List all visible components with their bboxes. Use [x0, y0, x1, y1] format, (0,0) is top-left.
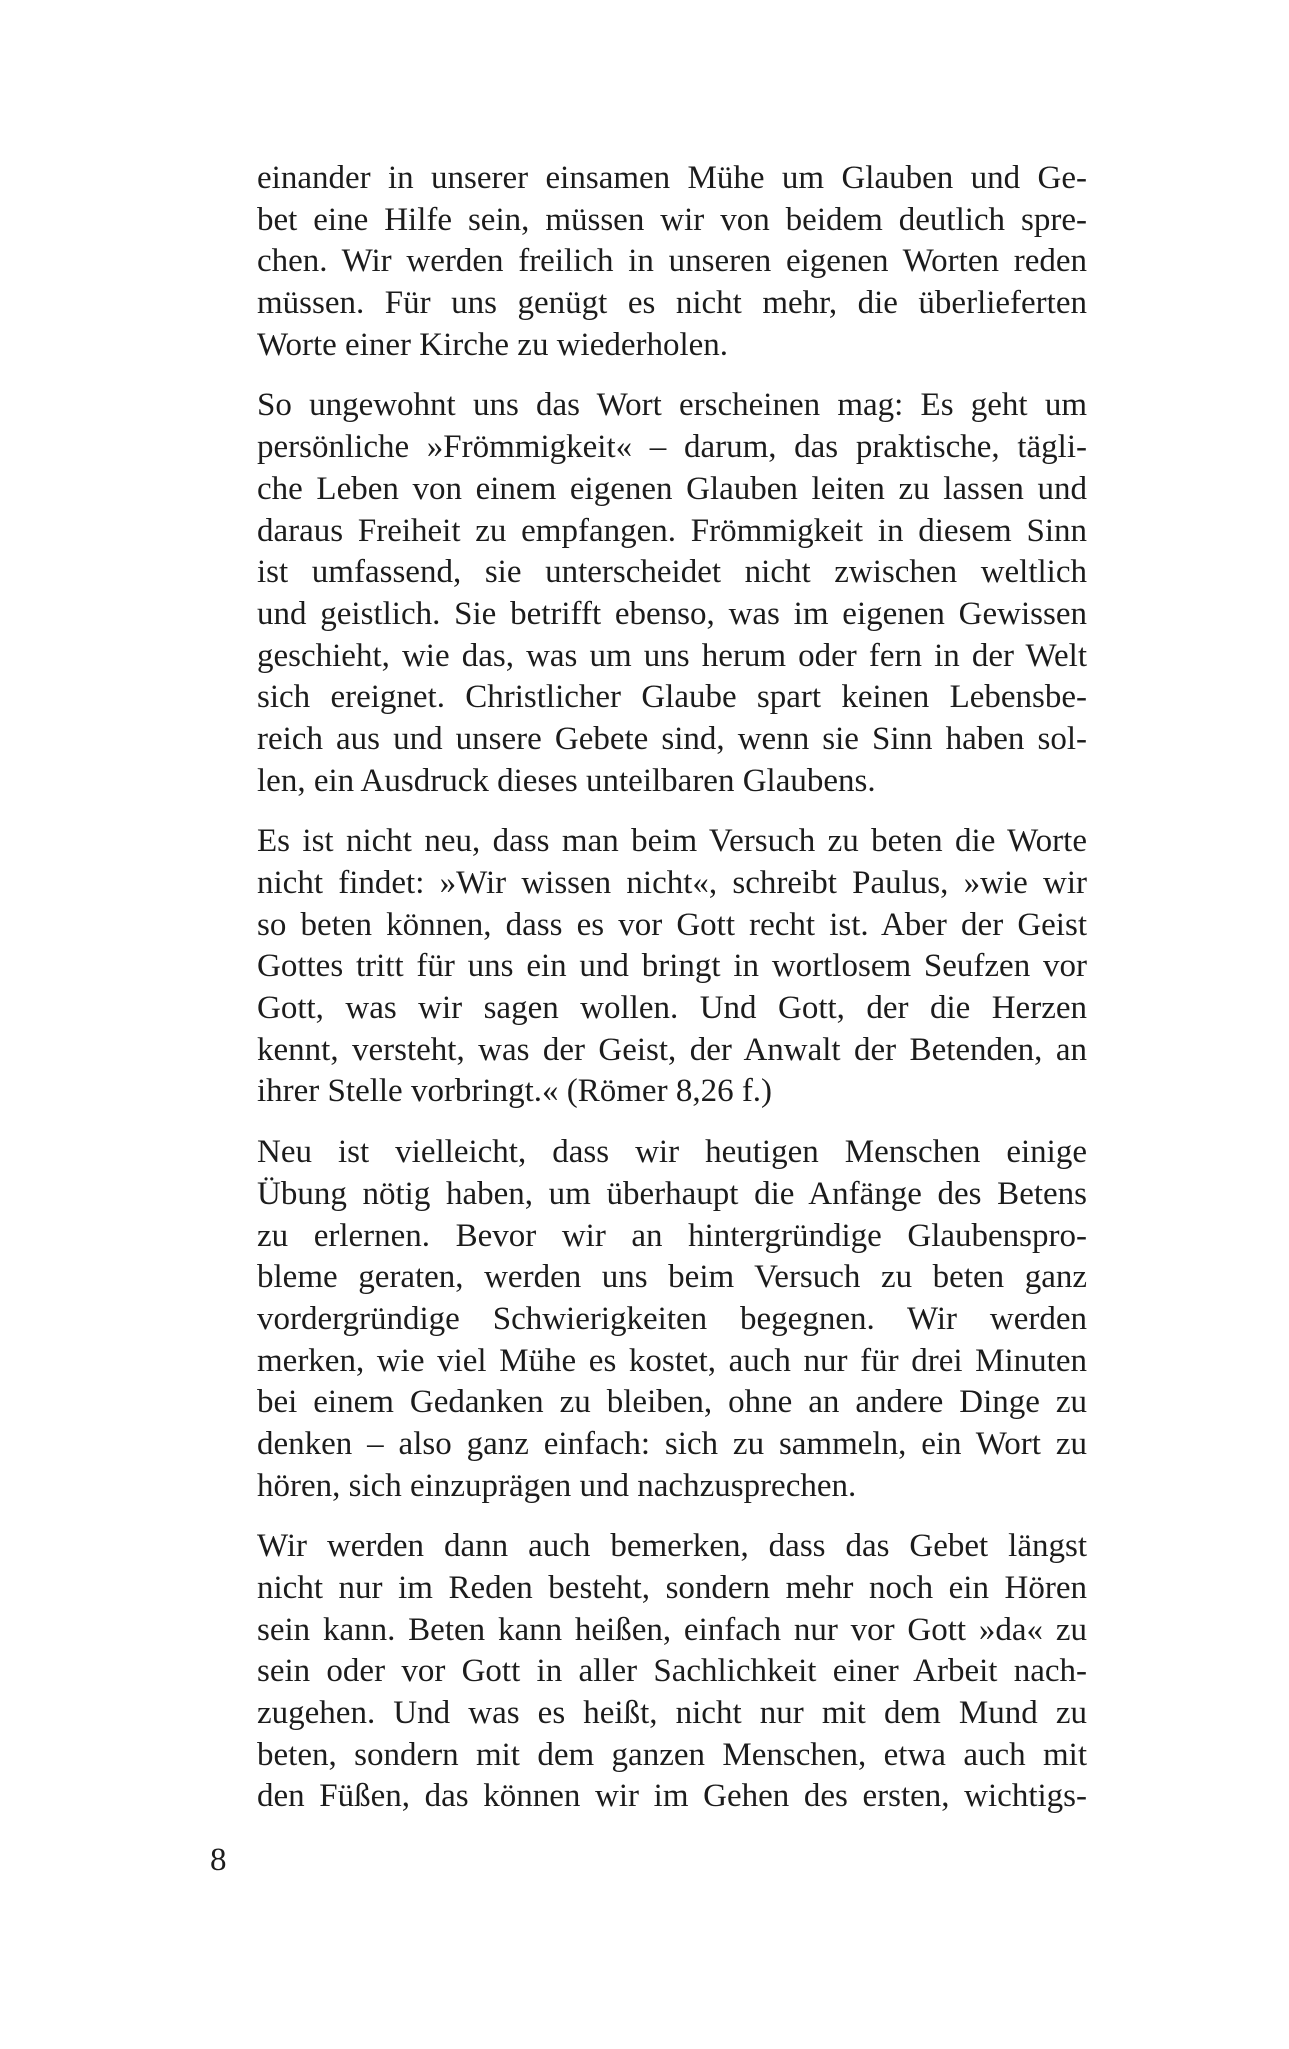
paragraph: [257, 158, 1087, 366]
text-line: ihrer Stelle vorbringt.« (Römer 8,26 f.): [257, 1073, 773, 1110]
text-line: bleme geraten, werden uns beim Versuch zu beten ganz: [257, 1259, 1087, 1296]
text-line: und geistlich. Sie betrifft ebenso, was im eigenen Gewissen: [257, 595, 1087, 632]
text-line: beten, sondern mit dem ganzen Menschen, etwa auch mit: [257, 1736, 1087, 1773]
body-text: [257, 158, 1087, 1837]
text-line: den Füßen, das können wir im Gehen des ersten, wichtigs-: [257, 1778, 1087, 1815]
text-line: merken, wie viel Mühe es kostet, auch nur für drei Minuten: [257, 1342, 1087, 1379]
text-line: Übung nötig haben, um überhaupt die Anfänge des Betens: [257, 1175, 1087, 1212]
text-line: einander in unserer einsamen Mühe um Glauben und Ge-: [257, 160, 1087, 196]
text-line: So ungewohnt uns das Wort erscheinen mag: Es geht um: [257, 387, 1087, 424]
text-line: chen. Wir werden freilich in unseren eigenen Worten reden: [257, 243, 1087, 280]
text-line: Wir werden dann auch bemerken, dass das Gebet längst: [257, 1528, 1087, 1565]
text-line: denken – also ganz einfach: sich zu sammeln, ein Wort zu: [257, 1425, 1087, 1462]
text-line: Gottes tritt für uns ein und bringt in wortlosem Seufzen vor: [257, 948, 1087, 985]
text-line: len, ein Ausdruck dieses unteilbaren Glaubens.: [257, 762, 876, 799]
text-line: bei einem Gedanken zu bleiben, ohne an andere Dinge zu: [257, 1384, 1087, 1421]
text-line: nicht nur im Reden besteht, sondern mehr noch ein Hören: [257, 1570, 1087, 1606]
text-line: kennt, versteht, was der Geist, der Anwalt der Betenden, an: [257, 1031, 1087, 1068]
text-line: zu erlernen. Bevor wir an hintergründige Glaubenspro-: [257, 1217, 1087, 1254]
text-line: bet eine Hilfe sein, müssen wir von beidem deutlich spre-: [257, 201, 1087, 238]
text-line: müssen. Für uns genügt es nicht mehr, die überlieferten: [257, 285, 1087, 322]
text-line: Gott, was wir sagen wollen. Und Gott, der die Herzen: [257, 990, 1087, 1027]
text-line: nicht findet: »Wir wissen nicht«, schreibt Paulus, »wie wir: [257, 865, 1087, 901]
text-line: hören, sich einzuprägen und nachzusprechen.: [257, 1467, 857, 1504]
text-line: geschieht, wie das, was um uns herum oder fern in der Welt: [257, 637, 1087, 674]
text-line: sein oder vor Gott in aller Sachlichkeit einer Arbeit nach-: [257, 1653, 1087, 1690]
paragraph: [257, 1132, 1087, 1507]
text-line: sein kann. Beten kann heißen, einfach nur vor Gott »da« zu: [257, 1611, 1087, 1648]
paragraph: [257, 385, 1087, 802]
page-number: 8: [210, 1842, 227, 1878]
text-line: persönliche »Frömmigkeit« – darum, das praktische, tägli-: [257, 429, 1087, 466]
text-line: so beten können, dass es vor Gott recht ist. Aber der Geist: [257, 906, 1087, 943]
text-line: Neu ist vielleicht, dass wir heutigen Menschen einige: [257, 1134, 1087, 1171]
text-line: vordergründige Schwierigkeiten begegnen. Wir werden: [257, 1300, 1087, 1337]
paragraph: [257, 1526, 1087, 1818]
text-line: che Leben von einem eigenen Glauben leiten zu lassen und: [257, 470, 1087, 507]
text-line: ist umfassend, sie unterscheidet nicht zwischen weltlich: [257, 554, 1087, 591]
text-line: reich aus und unsere Gebete sind, wenn sie Sinn haben sol-: [257, 720, 1087, 757]
text-line: Worte einer Kirche zu wiederholen.: [257, 326, 729, 363]
text-line: Es ist nicht neu, dass man beim Versuch zu beten die Worte: [257, 823, 1087, 860]
paragraph: [257, 821, 1087, 1113]
text-line: sich ereignet. Christlicher Glaube spart keinen Lebensbe-: [257, 679, 1087, 716]
text-line: daraus Freiheit zu empfangen. Frömmigkeit in diesem Sinn: [257, 512, 1087, 549]
text-line: zugehen. Und was es heißt, nicht nur mit dem Mund zu: [257, 1695, 1087, 1732]
